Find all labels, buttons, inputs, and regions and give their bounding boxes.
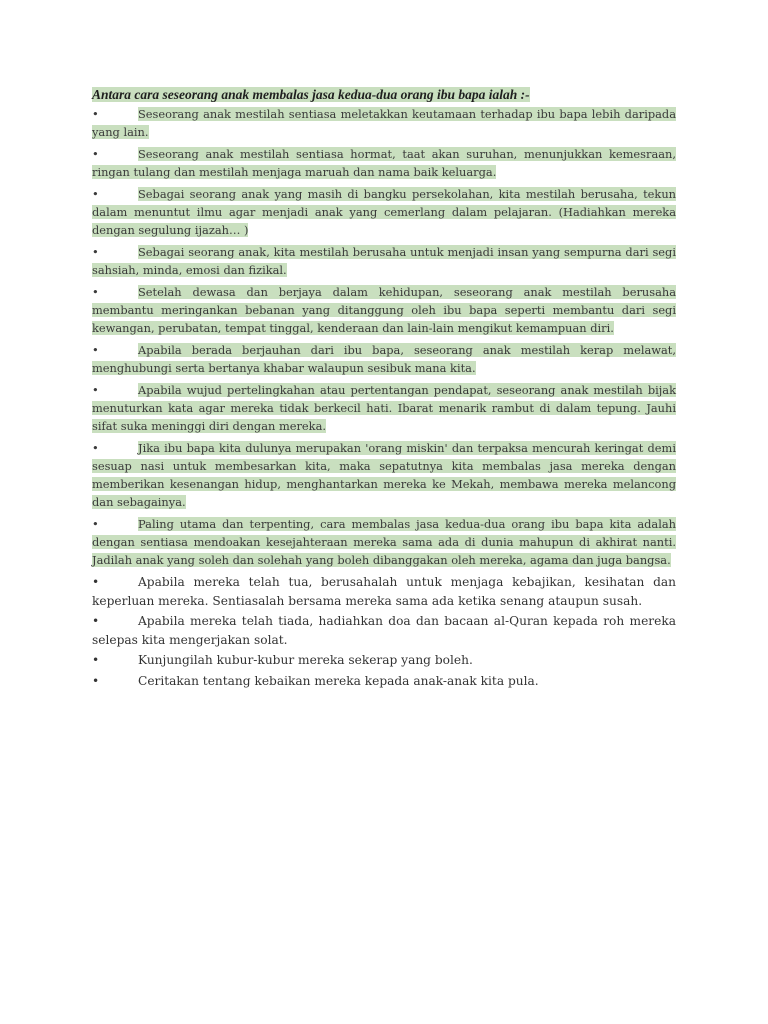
list-item-text: Apabila mereka telah tiada, hadiahkan doa dan bacaan al-Quran kepada roh mereka selepas kita mengerjakan solat. — [92, 614, 676, 647]
list-item — [92, 612, 676, 649]
list-item — [92, 185, 676, 239]
list-item-text: Apabila berada berjauhan dari ibu bapa, seseorang anak mestilah kerap melawat, menghubungi serta bertanya khabar walaupun sesibuk mana kita. — [92, 343, 676, 375]
bullet-icon: • — [92, 107, 99, 121]
bullet-icon: • — [92, 441, 99, 455]
list-item — [92, 105, 676, 141]
document-body — [92, 86, 676, 692]
list-item-text: Kunjungilah kubur-kubur mereka sekerap yang boleh. — [138, 653, 473, 667]
bullet-icon: • — [92, 383, 99, 397]
heading-text: Antara cara seseorang anak membalas jasa kedua-dua orang ibu bapa ialah :- — [92, 87, 530, 102]
bullet-icon: • — [92, 285, 99, 299]
bullet-list — [92, 105, 676, 690]
list-item — [92, 243, 676, 279]
list-item-text: Setelah dewasa dan berjaya dalam kehidupan, seseorang anak mestilah berusaha membantu meringankan bebanan yang ditanggung oleh ibu bapa seperti membantu dari segi kewangan, perubatan, tempat tinggal, kenderaan dan lain-lain mengikut kemampuan diri. — [92, 285, 676, 335]
bullet-icon: • — [92, 575, 100, 589]
list-item — [92, 515, 676, 569]
list-item — [92, 573, 676, 610]
list-item-text: Seseorang anak mestilah sentiasa hormat, taat akan suruhan, menunjukkan kemesraan, ringan tulang dan mestilah menjaga maruah dan nama baik keluarga. — [92, 147, 676, 179]
list-item-text: Sebagai seorang anak, kita mestilah berusaha untuk menjadi insan yang sempurna dari segi sahsiah, minda, emosi dan fizikal. — [92, 245, 676, 277]
list-item — [92, 672, 676, 691]
list-item-text: Apabila wujud pertelingkahan atau pertentangan pendapat, seseorang anak mestilah bijak menuturkan kata agar mereka tidak berkecil hati. Ibarat menarik rambut di dalam tepung. Jauhi sifat suka meninggi diri dengan mereka. — [92, 383, 676, 433]
bullet-icon: • — [92, 614, 100, 628]
list-item-text: Apabila mereka telah tua, berusahalah untuk menjaga kebajikan, kesihatan dan keperluan mereka. Sentiasalah bersama mereka sama ada ketika senang ataupun susah. — [92, 575, 676, 608]
bullet-icon: • — [92, 147, 99, 161]
list-item — [92, 381, 676, 435]
bullet-icon: • — [92, 653, 100, 667]
list-item — [92, 439, 676, 511]
list-item — [92, 283, 676, 337]
document-heading — [92, 86, 676, 104]
list-item — [92, 145, 676, 181]
list-item — [92, 651, 676, 670]
list-item-text: Sebagai seorang anak yang masih di bangku persekolahan, kita mestilah berusaha, tekun dalam menuntut ilmu agar menjadi anak yang cemerlang dalam pelajaran. (Hadiahkan mereka dengan segulung ijazah… ) — [92, 187, 676, 237]
list-item-text: Paling utama dan terpenting, cara membalas jasa kedua-dua orang ibu bapa kita adalah dengan sentiasa mendoakan kesejahteraan mereka sama ada di dunia mahupun di akhirat nanti. Jadilah anak yang soleh dan solehah yang boleh dibanggakan oleh mereka, agama dan juga bangsa. — [92, 517, 676, 567]
bullet-icon: • — [92, 517, 99, 531]
bullet-icon: • — [92, 187, 99, 201]
list-item-text: Ceritakan tentang kebaikan mereka kepada anak-anak kita pula. — [138, 673, 539, 688]
bullet-icon: • — [92, 673, 100, 688]
bullet-icon: • — [92, 245, 99, 259]
list-item-text: Seseorang anak mestilah sentiasa meletakkan keutamaan terhadap ibu bapa lebih daripada yang lain. — [92, 107, 676, 139]
list-item-text: Jika ibu bapa kita dulunya merupakan 'orang miskin' dan terpaksa mencurah keringat demi sesuap nasi untuk membesarkan kita, maka sepatutnya kita membalas jasa mereka dengan memberikan kesenangan hidup, menghantarkan mereka ke Mekah, membawa mereka melancong dan sebagainya. — [92, 441, 676, 509]
bullet-icon: • — [92, 343, 99, 357]
list-item — [92, 341, 676, 377]
